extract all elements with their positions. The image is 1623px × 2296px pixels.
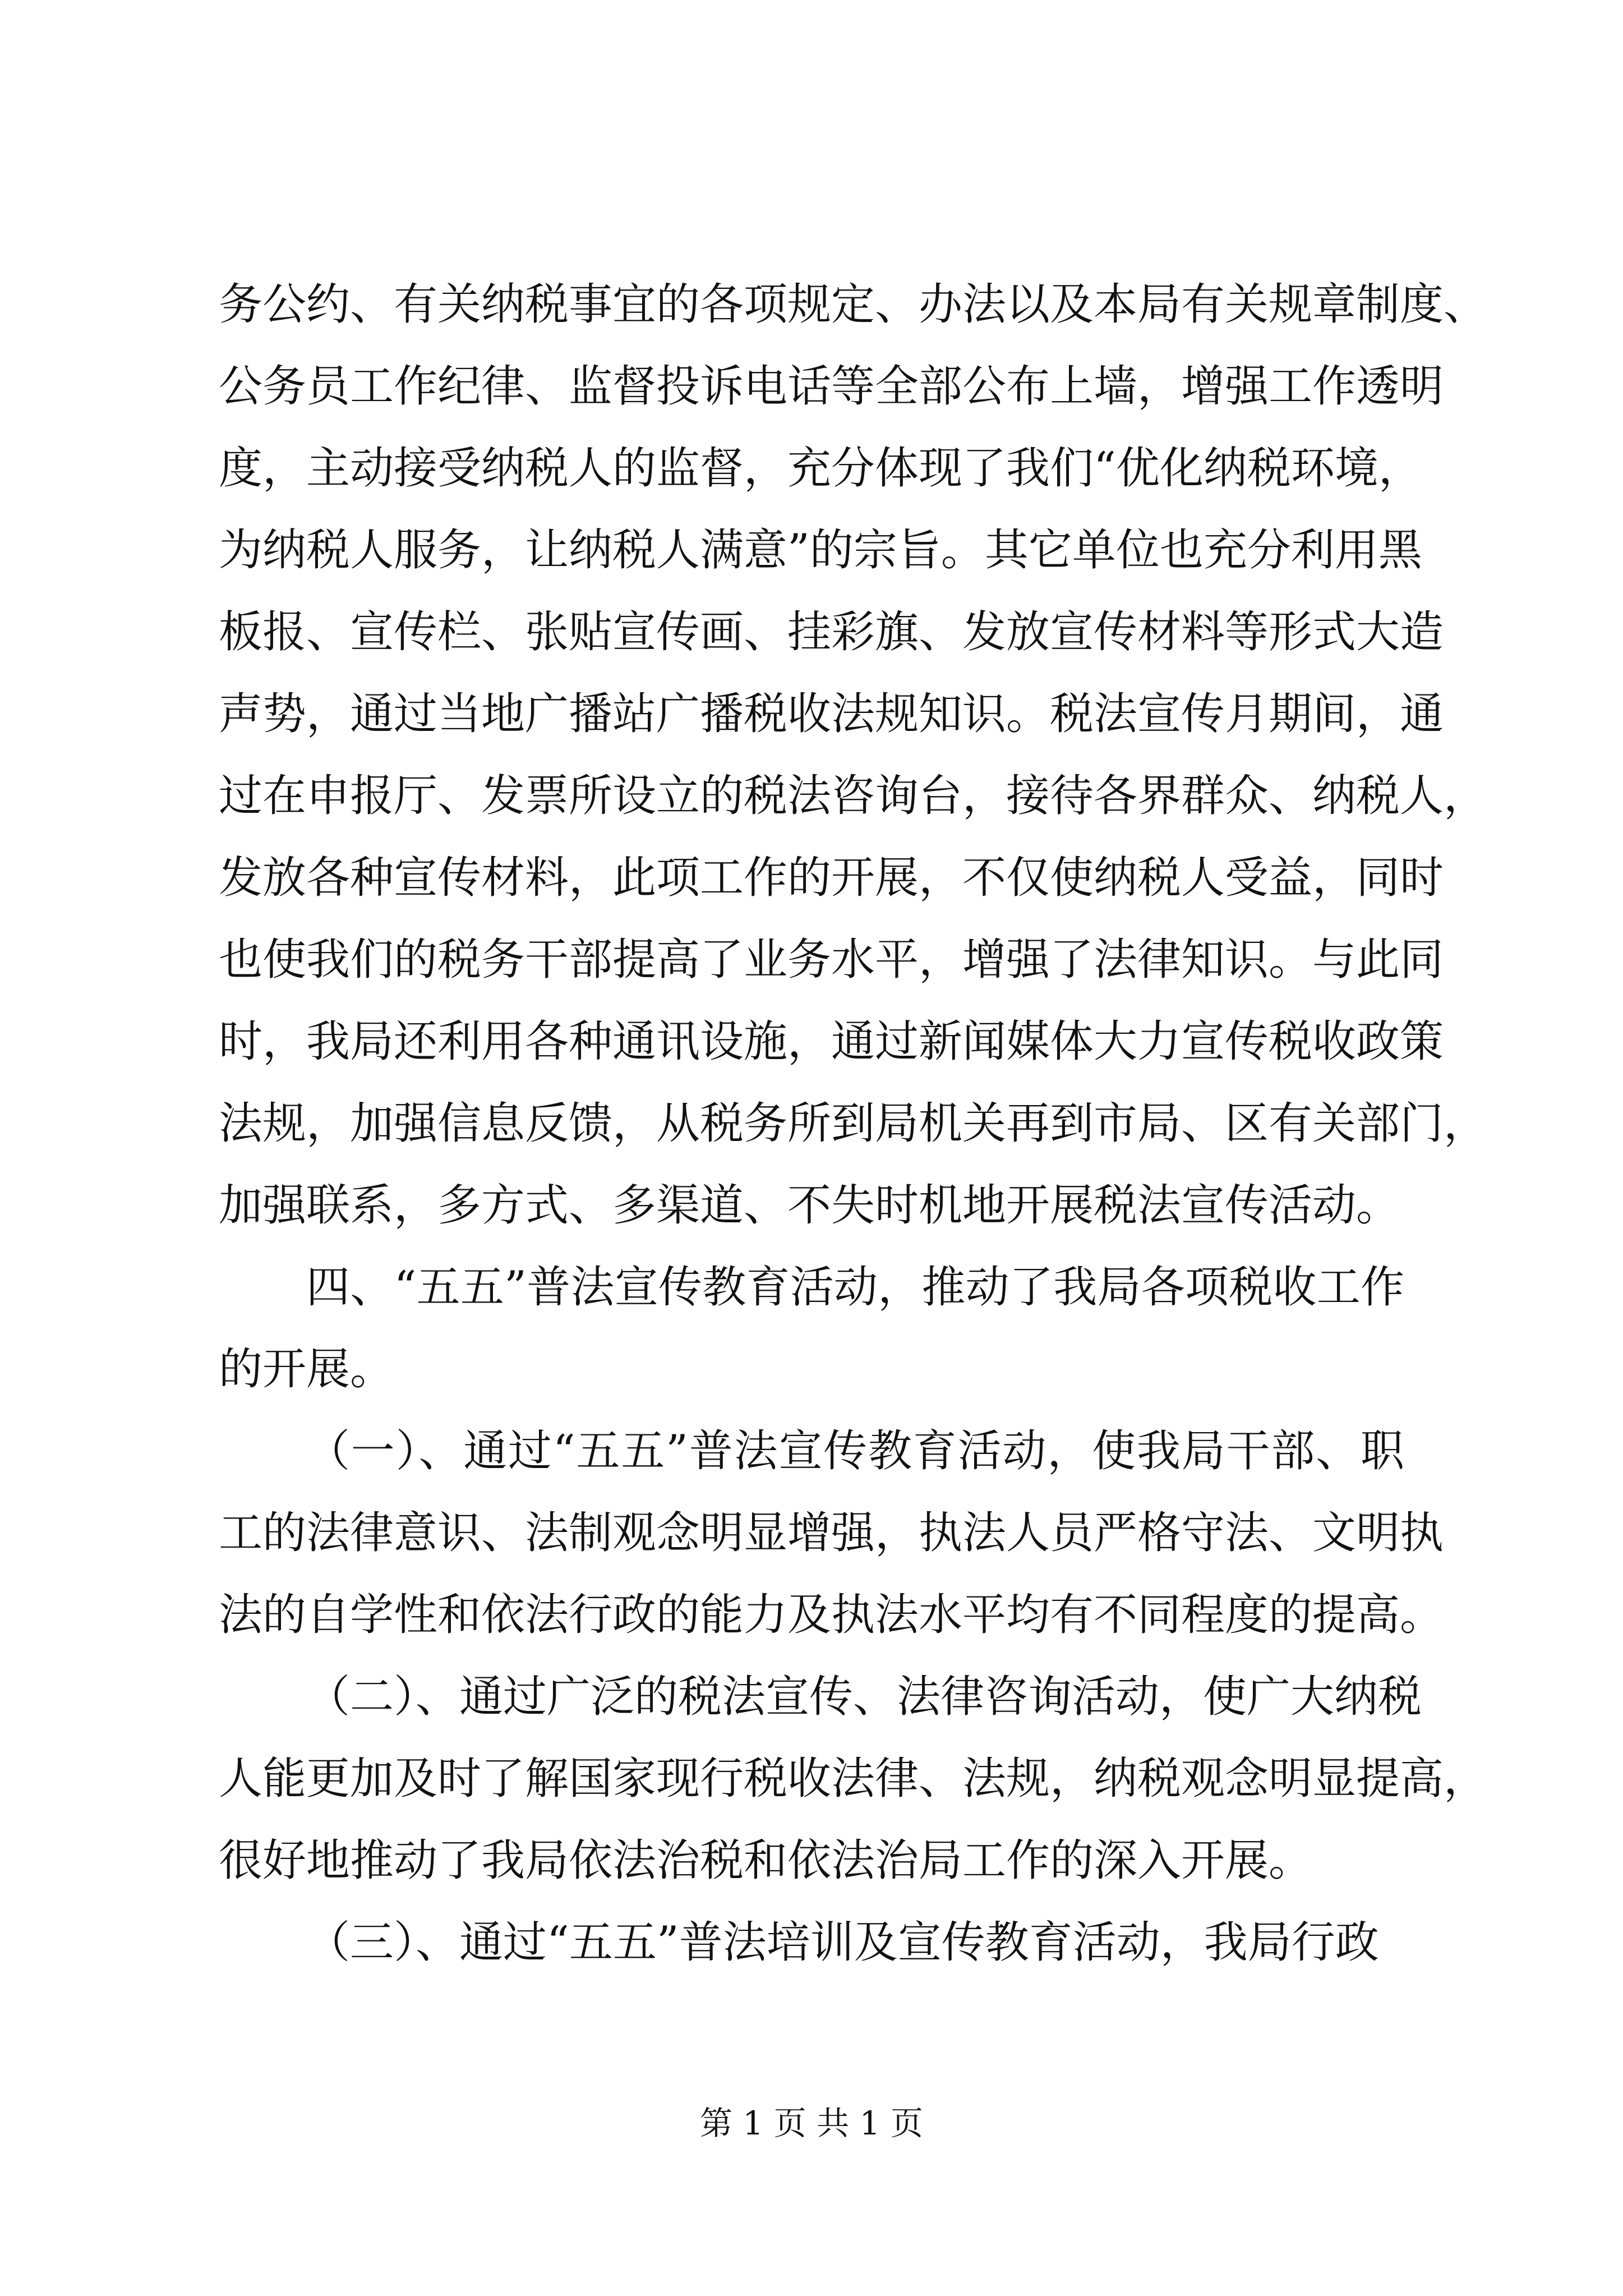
text-line: 公务员工作纪律、监督投诉电话等全部公布上墙，增强工作透明	[219, 361, 1444, 412]
paragraph	[219, 1246, 1404, 1410]
text-line: 加强联系，多方式、多渠道、不失时机地开展税法宣传活动。	[219, 1180, 1400, 1231]
text-line: 声势，通过当地广播站广播税收法规知识。税法宣传月期间，通	[219, 689, 1444, 739]
paragraph	[219, 1656, 1488, 1902]
text-line: （三）、通过“五五”普法培训及宣传教育活动，我局行政	[306, 1917, 1379, 1968]
text-line: 的开展。	[219, 1344, 394, 1395]
text-line: （二）、通过广泛的税法宣传、法律咨询活动，使广大纳税	[306, 1672, 1422, 1722]
text-line: 发放各种宣传材料，此项工作的开展，不仅使纳税人受益，同时	[219, 853, 1444, 903]
text-line: 板报、宣传栏、张贴宣传画、挂彩旗、发放宣传材料等形式大造	[219, 607, 1444, 657]
text-line: 务公约、有关纳税事宜的各项规定、办法以及本局有关规章制度、	[219, 279, 1488, 330]
paragraph	[219, 264, 1488, 1246]
paragraph	[219, 1902, 1404, 1984]
text-line: 法规，加强信息反馈，从税务所到局机关再到市局、区有关部门，	[219, 1098, 1488, 1149]
text-line: 度，主动接受纳税人的监督，充分体现了我们“优化纳税环境，	[219, 443, 1422, 494]
body-text	[219, 264, 1488, 1984]
text-line: 过在申报厅、发票所设立的税法咨询台，接待各界群众、纳税人，	[219, 771, 1488, 821]
text-line: 为纳税人服务，让纳税人满意”的宗旨。其它单位也充分利用黑	[219, 525, 1422, 576]
text-line: （一）、通过“五五”普法宣传教育活动，使我局干部、职	[306, 1426, 1404, 1476]
text-line: 时，我局还利用各种通讯设施，通过新闻媒体大力宣传税收政策	[219, 1016, 1444, 1067]
text-line: 四、“五五”普法宣传教育活动，推动了我局各项税收工作	[306, 1262, 1404, 1313]
text-line: 工的法律意识、法制观念明显增强，执法人员严格守法、文明执	[219, 1508, 1444, 1558]
paragraph	[219, 1410, 1444, 1656]
text-line: 也使我们的税务干部提高了业务水平，增强了法律知识。与此同	[219, 935, 1444, 985]
page-footer: 第 1 页 共 1 页	[700, 2104, 923, 2142]
text-line: 法的自学性和依法行政的能力及执法水平均有不同程度的提高。	[219, 1590, 1444, 1640]
text-line: 很好地推动了我局依法治税和依法治局工作的深入开展。	[219, 1835, 1313, 1886]
text-line: 人能更加及时了解国家现行税收法律、法规，纳税观念明显提高，	[219, 1754, 1488, 1804]
